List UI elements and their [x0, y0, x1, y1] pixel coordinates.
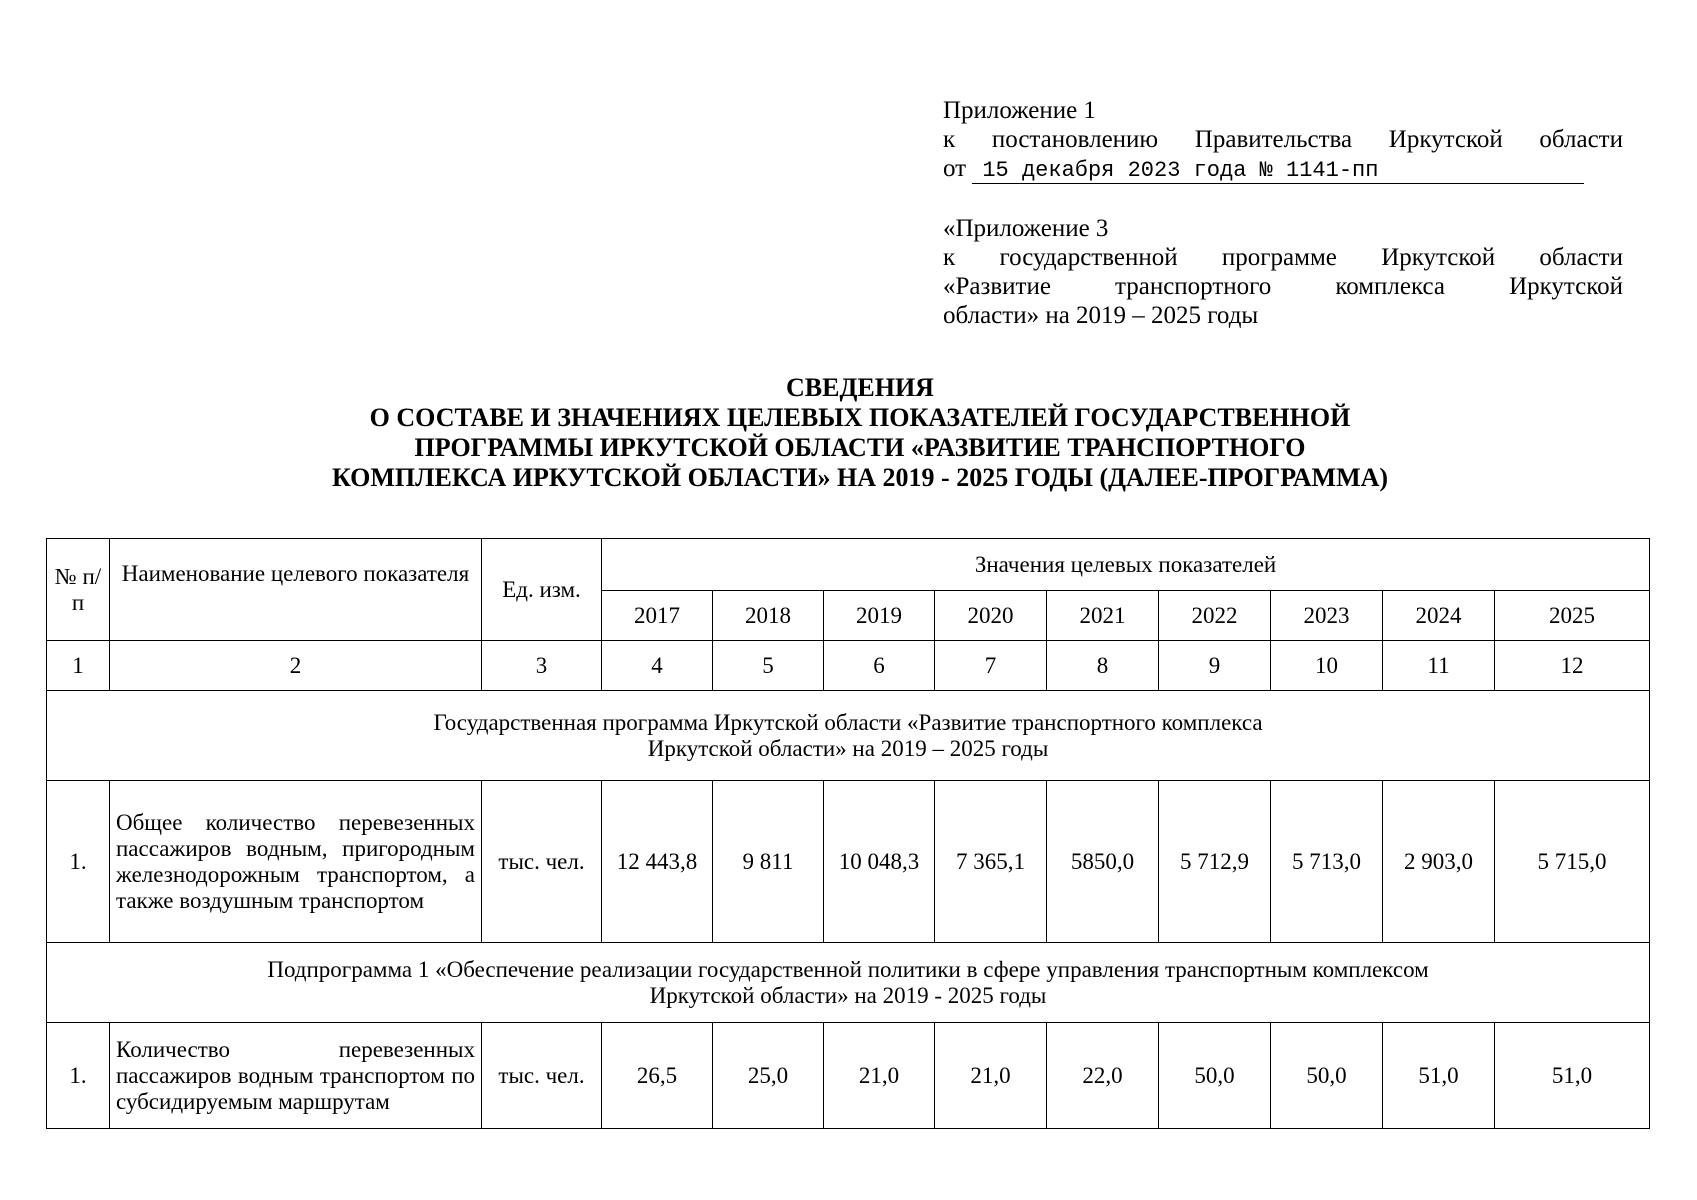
column-number: 9	[1159, 641, 1271, 691]
year-header: 2022	[1159, 591, 1271, 641]
year-header: 2019	[824, 591, 935, 641]
indicator-value: 12 443,8	[602, 781, 713, 943]
indicator-value: 26,5	[602, 1023, 713, 1129]
date-from-label: от	[943, 155, 967, 182]
indicator-value: 10 048,3	[824, 781, 935, 943]
column-number: 4	[602, 641, 713, 691]
indicator-value: 2 903,0	[1383, 781, 1495, 943]
annex-1-date-line	[943, 154, 1623, 184]
column-number: 5	[713, 641, 824, 691]
annex-3-header	[943, 214, 1623, 330]
section-title-line: Иркутской области» на 2019 - 2025 годы	[649, 982, 1047, 1008]
indicator-value: 51,0	[1383, 1023, 1495, 1129]
section-title-line: Государственная программа Иркутской области «Развитие транспортного комплекса	[433, 709, 1263, 735]
document-heading	[0, 373, 1697, 493]
indicators-table	[46, 538, 1650, 1129]
col-values-header: Значения целевых показателей	[602, 539, 1650, 591]
column-number: 7	[935, 641, 1047, 691]
section-title-row	[47, 691, 1650, 781]
annex-3-years-line: области» на 2019 – 2025 годы	[943, 302, 1259, 329]
column-number: 10	[1271, 641, 1383, 691]
indicator-value: 51,0	[1495, 1023, 1650, 1129]
section-title	[47, 691, 1650, 781]
indicator-value: 5 715,0	[1495, 781, 1650, 943]
indicator-value: 7 365,1	[935, 781, 1047, 943]
year-header: 2020	[935, 591, 1047, 641]
table-header-row	[47, 539, 1650, 591]
row-number: 1.	[47, 781, 110, 943]
col-number-header: № п/п	[47, 539, 110, 641]
indicator-unit: тыс. чел.	[482, 1023, 602, 1129]
section-title-line: Иркутской области» на 2019 – 2025 годы	[647, 735, 1049, 761]
col-name-header: Наименование целевого показателя	[110, 539, 482, 641]
annex-1-header	[943, 96, 1623, 184]
column-number: 6	[824, 641, 935, 691]
heading-line: КОМПЛЕКСА ИРКУТСКОЙ ОБЛАСТИ» НА 2019 - 2025 ГОДЫ (ДАЛЕЕ-ПРОГРАММА)	[331, 463, 1389, 492]
column-numbers-row	[47, 641, 1650, 691]
table-row	[47, 1023, 1650, 1129]
column-number: 3	[482, 641, 602, 691]
heading-line: О СОСТАВЕ И ЗНАЧЕНИЯХ ЦЕЛЕВЫХ ПОКАЗАТЕЛЕЙ ГОСУДАРСТВЕННОЙ	[369, 403, 1351, 432]
section-title-row	[47, 943, 1650, 1023]
column-number: 11	[1383, 641, 1495, 691]
annex-1-title: Приложение 1	[943, 97, 1096, 124]
indicator-name: Количество перевезенных пассажиров водным транспортом по субсидируемым маршрутам	[110, 1023, 482, 1129]
indicator-value: 50,0	[1271, 1023, 1383, 1129]
indicator-value: 25,0	[713, 1023, 824, 1129]
column-number: 8	[1047, 641, 1159, 691]
indicator-value: 50,0	[1159, 1023, 1271, 1129]
heading-line: ПРОГРАММЫ ИРКУТСКОЙ ОБЛАСТИ «РАЗВИТИЕ ТРАНСПОРТНОГО	[414, 433, 1306, 462]
table-row	[47, 781, 1650, 943]
indicator-value: 21,0	[824, 1023, 935, 1129]
indicator-value: 5850,0	[1047, 781, 1159, 943]
annex-3-program-name-line: «Развитие транспортного комплекса Иркутской	[943, 273, 1623, 300]
column-number: 2	[110, 641, 482, 691]
indicator-value: 21,0	[935, 1023, 1047, 1129]
heading-line: СВЕДЕНИЯ	[786, 373, 934, 402]
year-header: 2017	[602, 591, 713, 641]
column-number: 12	[1495, 641, 1650, 691]
year-header: 2018	[713, 591, 824, 641]
year-header: 2024	[1383, 591, 1495, 641]
indicator-name: Общее количество перевезенных пассажиров водным, пригородным железнодорожным транспортом, а также воздушным транспортом	[110, 781, 482, 943]
indicator-value: 5 712,9	[1159, 781, 1271, 943]
indicator-unit: тыс. чел.	[482, 781, 602, 943]
indicator-value: 9 811	[713, 781, 824, 943]
section-title-line: Подпрограмма 1 «Обеспечение реализации государственной политики в сфере управления транспортным комплексом	[267, 956, 1429, 982]
annex-3-title: «Приложение 3	[943, 215, 1109, 242]
annex-1-resolution-line: к постановлению Правительства Иркутской области	[943, 126, 1623, 153]
year-header: 2021	[1047, 591, 1159, 641]
year-header: 2023	[1271, 591, 1383, 641]
col-unit-header: Ед. изм.	[482, 539, 602, 641]
annex-3-program-line: к государственной программе Иркутской области	[943, 244, 1623, 271]
section-title	[47, 943, 1650, 1023]
row-number: 1.	[47, 1023, 110, 1129]
year-header: 2025	[1495, 591, 1650, 641]
column-number: 1	[47, 641, 110, 691]
indicator-value: 5 713,0	[1271, 781, 1383, 943]
resolution-date-field: 15 декабря 2023 года № 1141-пп	[972, 159, 1584, 184]
indicator-value: 22,0	[1047, 1023, 1159, 1129]
